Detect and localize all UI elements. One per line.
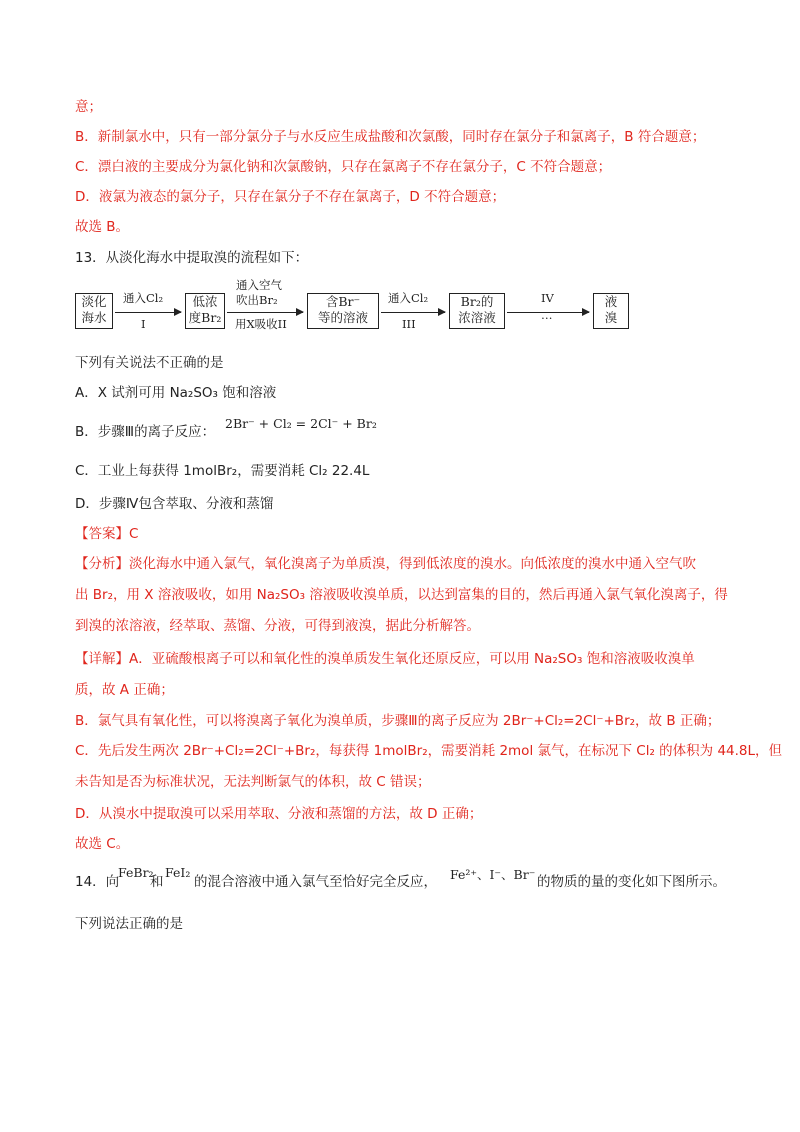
text-line: 意；: [75, 99, 102, 115]
question-14-body: 的混合溶液中通入氯气至恰好完全反应，: [194, 874, 437, 890]
arrow4-label: IV: [541, 291, 554, 305]
analysis-line: 到溴的浓溶液，经萃取、蒸馏、分液，可得到液溴，据此分析解答。: [75, 618, 480, 634]
text-line: C．漂白液的主要成分为氯化钠和次氯酸钠，只存在氯离子不存在氯分子，C 不符合题意；: [75, 159, 612, 175]
answer: 【答案】C: [75, 526, 139, 542]
arrow3-label: 通入Cl₂: [388, 291, 429, 305]
question-13-ask: 下列有关说法不正确的是: [75, 355, 224, 371]
detail-line: 质，故 A 正确；: [75, 682, 174, 698]
box-text: 海水: [81, 310, 107, 325]
arrow2-label-2: 吹出Br₂: [236, 293, 278, 307]
formula-fei2: FeI₂: [165, 865, 191, 880]
box-text: 低浓: [192, 294, 218, 309]
question-14-ask: 下列说法正确的是: [75, 916, 183, 932]
detail-line: D．从溴水中提取溴可以采用萃取、分液和蒸馏的方法，故 D 正确；: [75, 806, 483, 822]
detail-line: 未告知是否为标准状况，无法判断氯气的体积，故 C 错误；: [75, 774, 431, 790]
box-text: 度Br₂: [188, 310, 222, 325]
question-14-and: 和: [150, 874, 164, 890]
text-line: D．液氯为液态的氯分子，只存在氯分子不存在氯离子，D 不符合题意；: [75, 189, 506, 205]
text-line: B．新制氯水中，只有一部分氯分子与水反应生成盐酸和次氯酸，同时存在氯分子和氯离子，B 符合题意；: [75, 129, 706, 145]
arrow1-label: 通入Cl₂: [123, 291, 164, 305]
arrow2-label-1: 通入空气: [236, 278, 282, 292]
flow-box-seawater: [75, 293, 113, 329]
formula-ions: Fe²⁺、I⁻、Br⁻: [450, 867, 536, 882]
arrow2-step: 用X吸收II: [235, 317, 287, 331]
option-c: C．工业上每获得 1molBr₂，需要消耗 Cl₂ 22.4L: [75, 463, 370, 479]
arrow-3: [381, 312, 445, 313]
question-13-title: 13．从淡化海水中提取溴的流程如下：: [75, 250, 309, 266]
flow-box-conc-br2: [449, 293, 505, 329]
flow-box-low-br2: [185, 293, 225, 329]
question-14-tail: 的物质的量的变化如下图所示。: [537, 874, 726, 890]
box-text: 淡化: [81, 294, 107, 309]
arrow-2: [227, 312, 303, 313]
arrow3-step: III: [402, 317, 416, 331]
flow-diagram: [75, 278, 635, 336]
arrow-1: [115, 312, 181, 313]
detail-line: B．氯气具有氧化性，可以将溴离子氧化为溴单质，步骤Ⅲ的离子反应为 2Br⁻+Cl₂=2Cl⁻+Br₂，故 B 正确；: [75, 713, 721, 729]
arrow4-ellipsis: …: [541, 308, 553, 322]
detail-line: 【详解】A．亚硫酸根离子可以和氧化性的溴单质发生氧化还原反应，可以用 Na₂SO₃ 饱和溶液吸收溴单: [75, 651, 695, 667]
option-a: A．X 试剂可用 Na₂SO₃ 饱和溶液: [75, 385, 277, 401]
box-text: 溴: [604, 310, 618, 325]
option-d: D．步骤Ⅳ包含萃取、分液和蒸馏: [75, 496, 274, 512]
box-text: 液: [604, 294, 618, 309]
box-text: 等的溶液: [317, 310, 368, 325]
arrow1-step: I: [141, 317, 146, 331]
option-b-formula: 2Br⁻ + Cl₂ = 2Cl⁻ + Br₂: [225, 416, 377, 431]
detail-line: 故选 C。: [75, 836, 130, 852]
analysis-line: 【分析】淡化海水中通入氯气，氧化溴离子为单质溴，得到低浓度的溴水。向低浓度的溴水中通入空气吹: [75, 556, 696, 572]
question-14-prefix: 14．向: [75, 874, 120, 890]
box-text: Br₂的: [460, 294, 494, 309]
option-b: B．步骤Ⅲ的离子反应：: [75, 424, 216, 440]
formula-febr2: FeBr₂: [118, 865, 154, 880]
box-text: 浓溶液: [458, 310, 496, 325]
text-line: 故选 B。: [75, 219, 130, 235]
flow-box-br-solution: [307, 293, 379, 329]
detail-line: C．先后发生两次 2Br⁻+Cl₂=2Cl⁻+Br₂，每获得 1molBr₂，需要消耗 2mol 氯气，在标况下 Cl₂ 的体积为 44.8L，但: [75, 743, 783, 759]
box-text: 含Br⁻: [325, 294, 361, 309]
flow-box-liquid-br: [593, 293, 629, 329]
analysis-line: 出 Br₂，用 X 溶液吸收，如用 Na₂SO₃ 溶液吸收溴单质，以达到富集的目的，然后再通入氯气氧化溴离子，得: [75, 587, 728, 603]
